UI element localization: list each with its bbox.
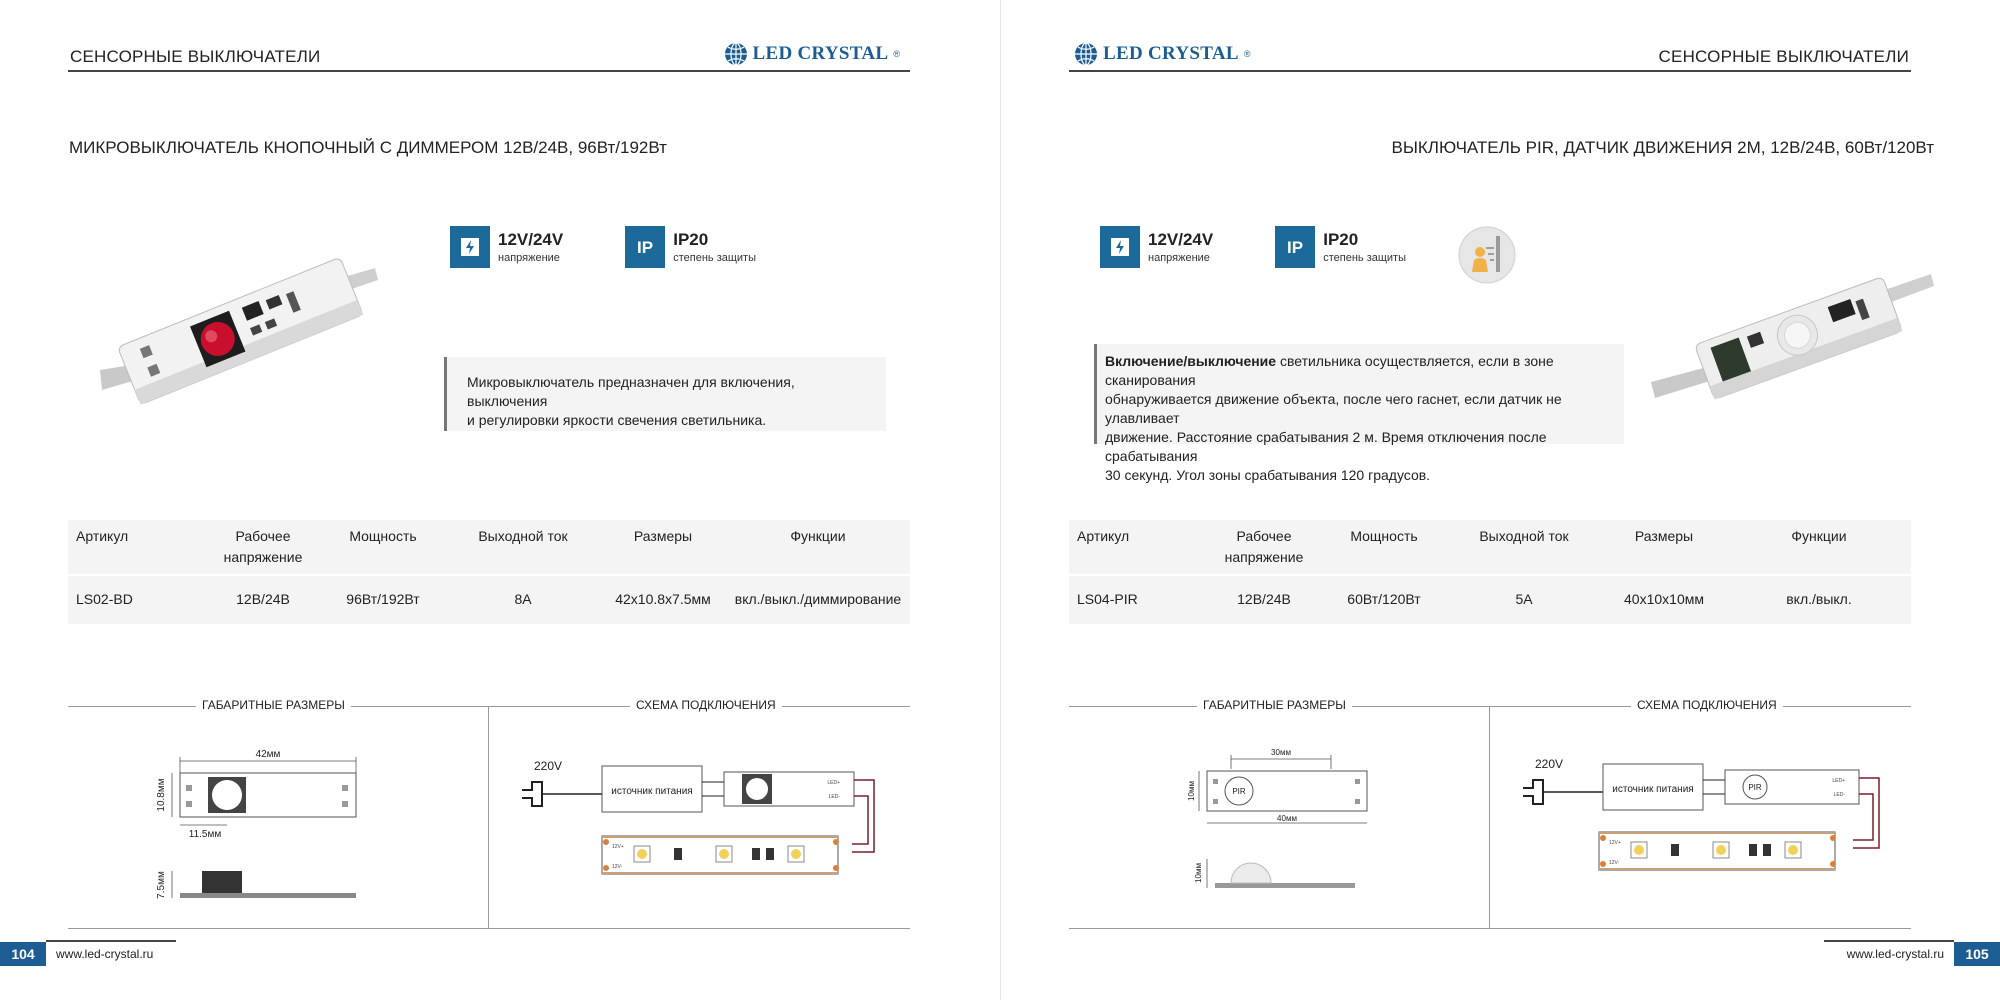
page-footer: [0, 942, 163, 966]
product-photo-ls02: [100, 250, 380, 410]
header-current: Выходной ток: [1479, 528, 1569, 544]
brand-name: LED CRYSTAL: [752, 43, 889, 64]
description-line-1: светильника осуществляется, если в зоне сканирования: [1105, 353, 1554, 388]
dim-length-text: 42мм: [255, 749, 281, 760]
header-article: Артикул: [76, 528, 129, 544]
dim-thickness-text: 7.5мм: [156, 871, 167, 899]
description-line-1: Микровыключатель предназначен для включения, выключения: [467, 374, 795, 409]
header-functions: Функции: [790, 528, 846, 544]
header-size: Размеры: [1634, 528, 1694, 544]
dimension-drawing-ls04: [1187, 745, 1411, 895]
led-plus-text: LED+: [827, 780, 840, 786]
power-icon: [1100, 226, 1140, 268]
cell-current: 8А: [514, 591, 532, 607]
spec-badges: [1100, 226, 1406, 268]
strip-minus-text: 12V-: [612, 864, 623, 870]
psu-label: источник питания: [1612, 784, 1694, 795]
spec-table: [1069, 520, 1911, 624]
brand-logo: [1074, 42, 1250, 66]
cell-power: 60Вт/120Вт: [1347, 591, 1421, 607]
ip-icon: [1275, 226, 1315, 268]
page-number: 104: [0, 942, 46, 966]
drawings-bottom-rule: [68, 928, 910, 929]
brand-reg: ®: [893, 49, 900, 59]
spec-badges: [450, 226, 756, 268]
page-105: [1000, 0, 2000, 1000]
page-header: [68, 38, 910, 72]
cell-article: LS04-PIR: [1077, 591, 1138, 607]
strip-plus-text: 12V+: [1609, 840, 1621, 846]
brand-reg: ®: [1243, 49, 1251, 59]
header-voltage: Рабочее напряжение: [1224, 528, 1304, 565]
website-link[interactable]: www.led-crystal.ru: [1846, 947, 1944, 961]
cell-voltage: 12В/24В: [1237, 591, 1291, 607]
table-row: [68, 576, 910, 624]
table-header: [68, 520, 910, 574]
led-minus-text: LED-: [828, 794, 840, 800]
ip-value: IP20: [673, 230, 709, 249]
product-title: МИКРОВЫКЛЮЧАТЕЛЬ КНОПОЧНЫЙ С ДИММЕРОМ 12В/24В, 96Вт/192Вт: [69, 138, 667, 157]
cell-voltage: 12В/24В: [236, 591, 290, 607]
svg-text:IP: IP: [637, 238, 654, 257]
page-footer: [1837, 942, 2000, 966]
voltage-badge: [1100, 226, 1213, 268]
header-power: Мощность: [1350, 528, 1418, 544]
cell-size: 42x10.8x7.5мм: [615, 591, 711, 607]
strip-plus-text: 12V+: [612, 844, 624, 850]
globe-icon: [724, 42, 748, 66]
voltage-label: напряжение: [1148, 252, 1210, 264]
drawings-top-rule: [1069, 706, 1911, 707]
psu-label: источник питания: [611, 786, 693, 797]
dimension-drawing-ls02: [150, 745, 380, 905]
product-description: [444, 357, 886, 431]
header-size: Размеры: [633, 528, 693, 544]
scheme-label: СХЕМА ПОДКЛЮЧЕНИЯ: [1631, 698, 1783, 712]
cell-power: 96Вт/192Вт: [346, 591, 420, 607]
dim-inner-text: 30мм: [1271, 748, 1291, 757]
cell-current: 5А: [1515, 591, 1533, 607]
section-title: СЕНСОРНЫЕ ВЫКЛЮЧАТЕЛИ: [70, 47, 321, 66]
description-bold: Включение/выключение: [1105, 353, 1277, 369]
ip-label: степень защиты: [1323, 252, 1407, 264]
brand-logo: [724, 42, 900, 66]
dim-height-text: 10мм: [1187, 781, 1196, 801]
ip-label: степень защиты: [673, 252, 757, 264]
product-photo-ls04: [1651, 262, 1941, 412]
mains-voltage-text: 220V: [534, 759, 563, 773]
led-minus-text: LED-: [1833, 792, 1845, 798]
ip-badge: [625, 226, 756, 268]
description-line-3: движение. Расстояние срабатывания 2 м. Время отключения после срабатывания: [1105, 429, 1547, 464]
page-number: 105: [1954, 942, 2000, 966]
cell-size: 40x10x10мм: [1624, 591, 1704, 607]
header-functions: Функции: [1791, 528, 1847, 544]
brand-name: LED CRYSTAL: [1103, 43, 1239, 64]
dimensions-label: ГАБАРИТНЫЕ РАЗМЕРЫ: [196, 698, 351, 712]
spec-table: [68, 520, 910, 624]
voltage-label: напряжение: [498, 252, 560, 264]
svg-text:IP: IP: [1287, 238, 1304, 257]
product-title: ВЫКЛЮЧАТЕЛЬ PIR, ДАТЧИК ДВИЖЕНИЯ 2М, 12В/24В, 60Вт/120Вт: [1391, 138, 1934, 157]
dim-height-text: 10.8мм: [156, 778, 167, 812]
voltage-value: 12V/24V: [1148, 230, 1214, 249]
dim-sensor-text: PIR: [1232, 787, 1246, 796]
cell-article: LS02-BD: [76, 591, 133, 607]
description-line-2: и регулировки яркости свечения светильника.: [467, 412, 767, 428]
cell-functions: вкл./выкл.: [1786, 591, 1852, 607]
header-current: Выходной ток: [478, 528, 568, 544]
header-voltage: Рабочее напряжение: [223, 528, 303, 565]
drawings-bottom-rule: [1069, 928, 1911, 929]
table-row: [1069, 576, 1911, 624]
scheme-label: СХЕМА ПОДКЛЮЧЕНИЯ: [630, 698, 782, 712]
ip-badge: [1275, 226, 1406, 268]
motion-sensor-icon: [1458, 226, 1516, 284]
power-icon: [450, 226, 490, 268]
voltage-badge: [450, 226, 563, 268]
wiring-diagram-ls04: [1517, 752, 1887, 892]
dim-offset-text: 11.5мм: [188, 829, 222, 840]
dimensions-label: ГАБАРИТНЫЕ РАЗМЕРЫ: [1197, 698, 1352, 712]
drawings-top-rule: [68, 706, 910, 707]
cell-functions: вкл./выкл./диммирование: [734, 591, 902, 607]
header-power: Мощность: [349, 528, 417, 544]
page-header: [1069, 38, 1911, 72]
voltage-value: 12V/24V: [498, 230, 564, 249]
globe-icon: [1074, 42, 1098, 66]
ip-value: IP20: [1323, 230, 1359, 249]
wiring-diagram-ls02: [516, 752, 886, 892]
website-link[interactable]: www.led-crystal.ru: [56, 947, 154, 961]
led-plus-text: LED+: [1832, 778, 1845, 784]
section-title: СЕНСОРНЫЕ ВЫКЛЮЧАТЕЛИ: [1658, 47, 1909, 66]
dim-length-text: 40мм: [1277, 814, 1297, 823]
sensor-label: PIR: [1748, 783, 1762, 792]
product-description: [1094, 344, 1624, 483]
ip-icon: [625, 226, 665, 268]
strip-minus-text: 12V-: [1609, 860, 1620, 866]
mains-voltage-text: 220V: [1535, 757, 1564, 771]
dim-thickness-text: 10мм: [1194, 863, 1203, 883]
drawings-divider: [1489, 706, 1490, 928]
table-header: [1069, 520, 1911, 574]
description-line-4: 30 секунд. Угол зоны срабатывания 120 градусов.: [1105, 467, 1431, 483]
header-article: Артикул: [1077, 528, 1130, 544]
description-line-2: обнаруживается движение объекта, после чего гаснет, если датчик не улавливает: [1105, 391, 1562, 426]
drawings-divider: [488, 706, 489, 928]
